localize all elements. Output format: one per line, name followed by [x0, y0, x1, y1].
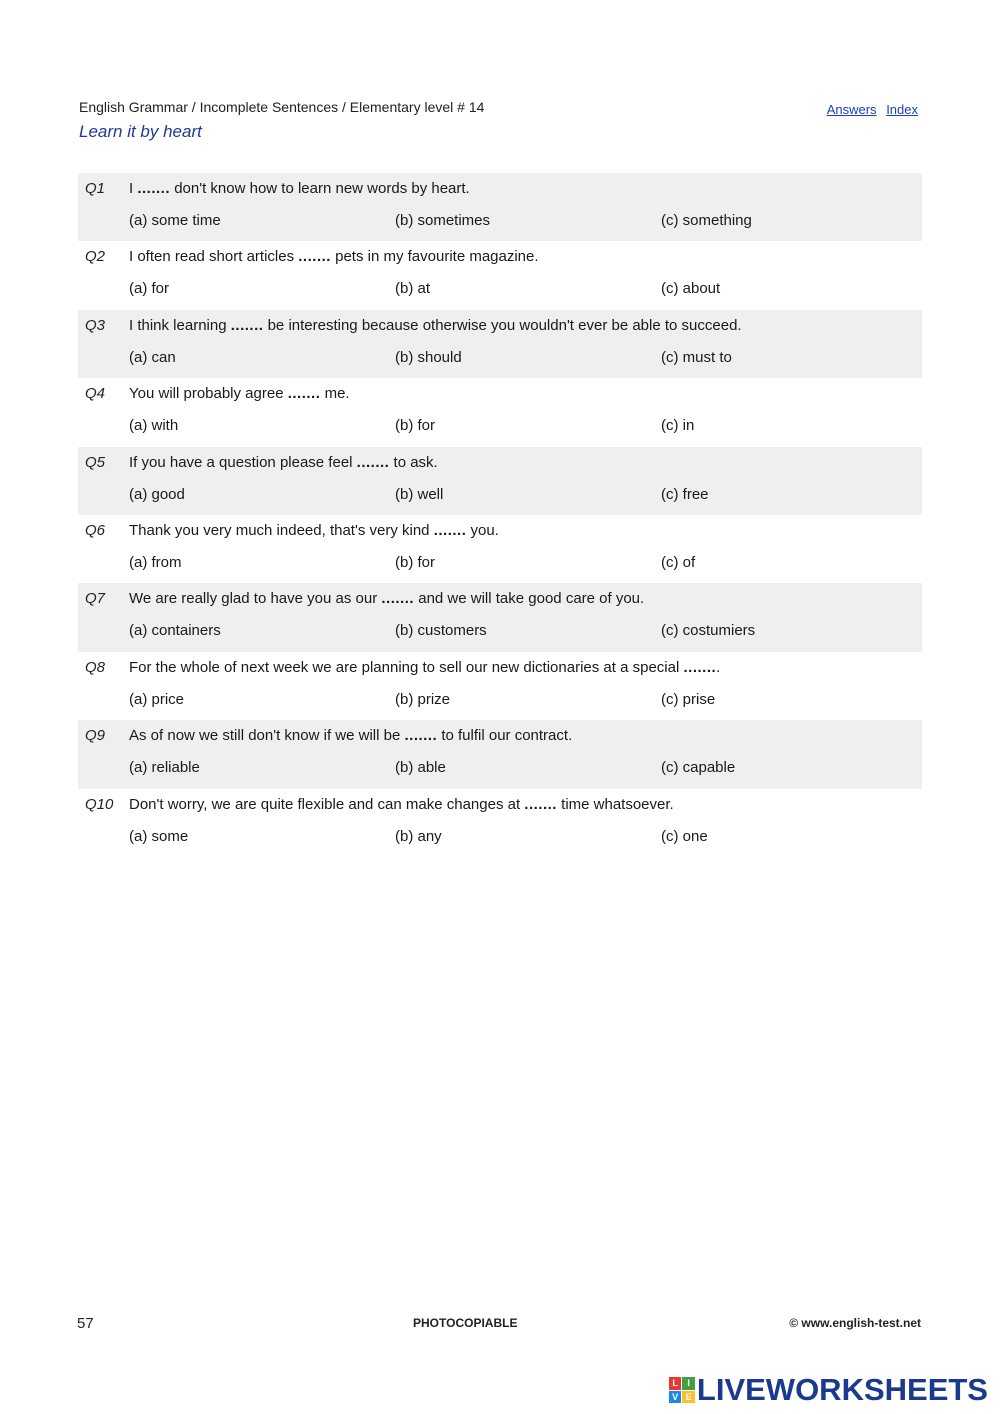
option-c[interactable]: (c) in	[661, 417, 695, 435]
question-text-before: I often read short articles	[129, 248, 299, 266]
index-link[interactable]: Index	[886, 102, 918, 117]
option-c[interactable]: (c) about	[661, 280, 721, 298]
breadcrumb: English Grammar / Incomplete Sentences / Elementary level # 14	[79, 99, 485, 115]
question-row	[78, 378, 922, 446]
option-a[interactable]: (a) good	[129, 485, 185, 503]
page-subtitle: Learn it by heart	[79, 122, 202, 141]
logo-tile: V	[669, 1391, 682, 1404]
option-c[interactable]: (c) prise	[661, 690, 716, 708]
option-c[interactable]: (c) free	[661, 485, 709, 503]
question-number: Q10	[85, 795, 114, 813]
answer-blank[interactable]: .......	[298, 248, 331, 266]
option-a[interactable]: (a) reliable	[129, 759, 200, 777]
question-text-after: .	[716, 658, 721, 676]
option-a[interactable]: (a) some	[129, 827, 189, 845]
question-text	[129, 796, 674, 813]
question-text	[129, 659, 720, 676]
question-text-after: to fulfil our contract.	[437, 727, 573, 745]
question-text-after: me.	[320, 385, 350, 403]
question-text	[129, 590, 644, 607]
answer-blank[interactable]: .......	[381, 590, 415, 608]
option-c[interactable]: (c) capable	[661, 759, 736, 777]
question-text	[129, 385, 350, 402]
option-b[interactable]: (b) sometimes	[395, 212, 491, 229]
question-number: Q9	[85, 727, 106, 745]
question-number: Q3	[85, 316, 106, 334]
option-a[interactable]: (a) can	[129, 348, 176, 366]
option-b[interactable]: (b) any	[395, 827, 442, 845]
question-text-after: be interesting because otherwise you wouldn't ever be able to succeed.	[263, 316, 742, 334]
answer-blank[interactable]: .......	[404, 727, 438, 745]
option-c[interactable]: (c) one	[661, 827, 708, 845]
question-text	[129, 522, 499, 539]
answer-blank[interactable]: .......	[433, 521, 467, 539]
question-row	[78, 447, 922, 515]
page-number: 57	[77, 1315, 94, 1332]
question-text-before: Thank you very much indeed, that's very kind	[129, 521, 434, 539]
question-text-before: We are really glad to have you as our	[129, 590, 382, 608]
logo-tile: E	[682, 1391, 695, 1404]
question-number: Q4	[85, 385, 106, 403]
liveworksheets-logo-icon	[669, 1377, 695, 1403]
option-b[interactable]: (b) at	[395, 280, 431, 298]
question-text	[129, 454, 438, 471]
option-c[interactable]: (c) must to	[661, 348, 732, 366]
option-c[interactable]: (c) something	[661, 212, 752, 229]
question-text-before: If you have a question please feel	[129, 453, 357, 471]
question-number: Q2	[85, 248, 106, 266]
question-row	[78, 241, 922, 309]
question-number: Q7	[85, 590, 106, 608]
option-a[interactable]: (a) price	[129, 690, 185, 708]
answer-blank[interactable]: .......	[524, 795, 557, 813]
question-text-before: I	[129, 180, 138, 197]
question-row	[78, 789, 922, 857]
question-text-after: don't know how to learn new words by heart.	[170, 180, 470, 197]
question-number: Q1	[85, 180, 106, 197]
question-text	[129, 248, 539, 265]
question-text-before: For the whole of next week we are planning to sell our new dictionaries at a special	[129, 658, 684, 676]
option-b[interactable]: (b) well	[395, 485, 444, 503]
question-text	[129, 180, 470, 197]
question-number: Q8	[85, 658, 106, 676]
question-number: Q6	[85, 521, 106, 539]
answer-blank[interactable]: .......	[137, 180, 171, 197]
option-c[interactable]: (c) costumiers	[661, 622, 756, 640]
option-b[interactable]: (b) should	[395, 348, 462, 366]
option-a[interactable]: (a) containers	[129, 622, 221, 640]
answer-blank[interactable]: .......	[356, 453, 390, 471]
question-list	[78, 173, 922, 857]
option-b[interactable]: (b) for	[395, 417, 436, 435]
question-row	[78, 173, 922, 241]
question-number: Q5	[85, 453, 106, 471]
option-c[interactable]: (c) of	[661, 553, 696, 571]
question-row	[78, 515, 922, 583]
copyright-notice: © www.english-test.net	[789, 1316, 921, 1330]
question-text	[129, 317, 742, 334]
option-a[interactable]: (a) for	[129, 280, 170, 298]
option-a[interactable]: (a) some time	[129, 212, 221, 229]
question-text-before: As of now we still don't know if we will be	[129, 727, 405, 745]
question-text	[129, 727, 572, 744]
option-b[interactable]: (b) customers	[395, 622, 487, 640]
question-text-after: to ask.	[389, 453, 438, 471]
question-text-after: time whatsoever.	[556, 795, 674, 813]
question-text-after: you.	[466, 521, 499, 539]
question-text-before: I think learning	[129, 316, 231, 334]
liveworksheets-logo	[669, 1372, 988, 1408]
option-a[interactable]: (a) from	[129, 553, 182, 571]
photocopiable-label: PHOTOCOPIABLE	[413, 1316, 518, 1330]
option-a[interactable]: (a) with	[129, 417, 179, 435]
question-row	[78, 720, 922, 788]
answers-link[interactable]: Answers	[826, 102, 877, 117]
question-text-after: pets in my favourite magazine.	[330, 248, 539, 266]
top-links	[821, 102, 918, 117]
logo-tile: L	[669, 1377, 682, 1390]
answer-blank[interactable]: .......	[683, 658, 717, 676]
liveworksheets-logo-text: LIVEWORKSHEETS	[696, 1372, 988, 1407]
answer-blank[interactable]: .......	[287, 385, 321, 403]
logo-tile: I	[682, 1377, 695, 1390]
question-text-before: You will probably agree	[129, 385, 288, 403]
question-row	[78, 310, 922, 378]
question-row	[78, 652, 922, 720]
question-text-before: Don't worry, we are quite flexible and can make changes at	[129, 795, 525, 813]
option-b[interactable]: (b) prize	[395, 690, 451, 708]
option-b[interactable]: (b) for	[395, 553, 436, 571]
option-b[interactable]: (b) able	[395, 759, 446, 777]
question-text-after: and we will take good care of you.	[414, 590, 645, 608]
question-row	[78, 583, 922, 651]
answer-blank[interactable]: .......	[230, 316, 264, 334]
